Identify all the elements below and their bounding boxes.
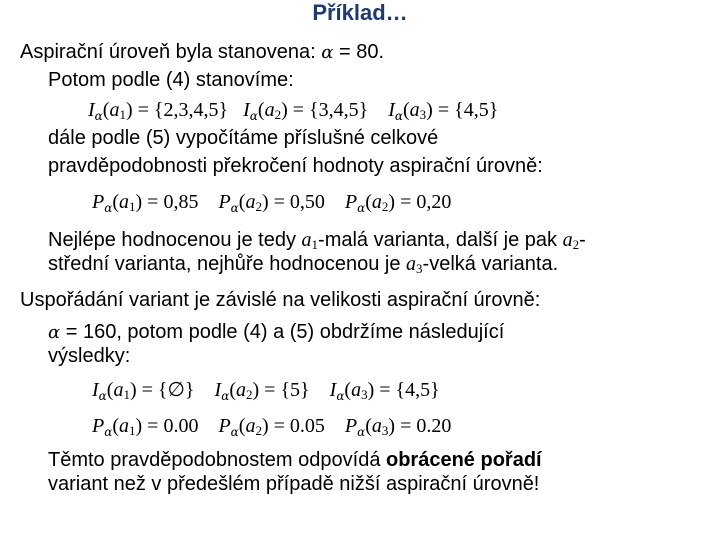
line-results: výsledky: [48, 345, 131, 367]
slide-title: Příklad… [312, 0, 408, 25]
line-alpha-160: α = 160, potom podle (4) a (5) obdržíme následující [48, 321, 505, 343]
line-ordering: Uspořádání variant je závislé na velikosti aspirační úrovně: [20, 289, 541, 311]
line-variants: variant než v předešlém případě nižší aspirační úrovně! [48, 473, 540, 495]
line-reverse-order: Těmto pravděpodobnostem odpovídá obrácené pořadí [48, 449, 542, 471]
line-middle-variant: střední varianta, nejhůře hodnocenou je $a_3$-velká varianta. [48, 253, 559, 276]
formula-sets-2: $I_\alpha(a_1)$ = {∅} $I_\alpha(a_2) = \{5\}$ $I_\alpha(a_3) = \{4,5\}$ [92, 379, 440, 403]
alpha-symbol: α [48, 322, 61, 343]
formula-sets-1: $I_\alpha(a_1) = \{2,3,4,5\}$ $I_\alpha(a_2) = \{3,4,5\}$ $I_\alpha(a_3) = \{4,5\}$ [88, 99, 499, 123]
alpha-symbol: α [321, 42, 334, 63]
line-aspiration-level: Aspirační úroveň byla stanovena: α = 80. [20, 41, 385, 63]
line-further: dále podle (5) vypočítáme příslušné celkové [48, 127, 439, 149]
line-then: Potom podle (4) stanovíme: [48, 69, 294, 91]
line-best-rated: Nejlépe hodnocenou je tedy $a_1$-malá varianta, další je pak $a_2-$ [48, 229, 586, 252]
line-probabilities: pravděpodobnosti překročení hodnoty aspirační úrovně: [48, 155, 543, 177]
formula-probs-2: $P_\alpha(a_1) = 0.00$ $P_\alpha(a_2) = 0.05$ $P_\alpha(a_3) = 0.20$ [92, 415, 452, 439]
formula-probs-1: $P_\alpha(a_1) = 0,85$ $P_\alpha(a_2) = 0,50$ $P_\alpha(a_2) = 0,20$ [92, 191, 452, 215]
